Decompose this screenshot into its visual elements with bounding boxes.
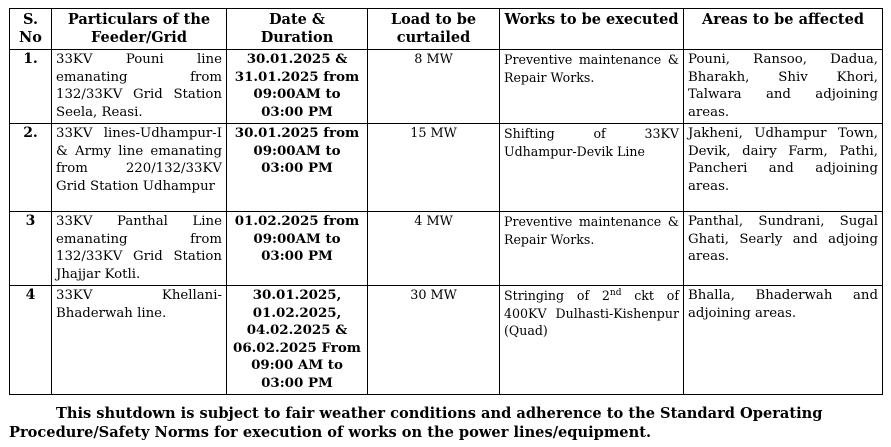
cell-feeder: 33KV Pouni line emanating from 132/33KV Grid Station Seela, Reasi. bbox=[52, 50, 227, 124]
cell-feeder: 33KV Panthal Line emanating from 132/33KV Grid Station Jhajjar Kotli. bbox=[52, 212, 227, 286]
works-text-post: ckt of 400KV Dulhasti-Kishenpur (Quad) bbox=[504, 288, 679, 338]
works-superscript: nd bbox=[609, 288, 622, 298]
cell-sno: 1. bbox=[10, 50, 52, 124]
shutdown-note: This shutdown is subject to fair weather conditions and adherence to the Standard Operating Procedure/Safety Norms for execution of works on the power lines/equipment. bbox=[9, 405, 823, 441]
header-areas: Areas to be affected bbox=[684, 9, 883, 50]
cell-works bbox=[500, 286, 684, 395]
date-line: 01.02.2025 from bbox=[234, 213, 360, 229]
date-line: 09:00AM to bbox=[253, 86, 341, 102]
cell-works: Preventive maintenance & Repair Works. bbox=[500, 212, 684, 286]
date-line: 03:00 PM bbox=[261, 160, 333, 176]
cell-works: Shifting of 33KV Udhampur-Devik Line bbox=[500, 124, 684, 212]
table-row bbox=[10, 50, 883, 124]
date-line: 04.02.2025 & bbox=[246, 322, 348, 338]
cell-sno: 3 bbox=[10, 212, 52, 286]
cell-areas: Bhalla, Bhaderwah and adjoining areas. bbox=[684, 286, 883, 395]
date-line: 30.01.2025, bbox=[252, 287, 342, 303]
shutdown-schedule-table bbox=[9, 8, 883, 395]
header-sno: S. No bbox=[10, 9, 52, 50]
table-row bbox=[10, 124, 883, 212]
date-line: 06.02.2025 From bbox=[233, 339, 361, 356]
header-works: Works to be executed bbox=[500, 9, 684, 50]
cell-date bbox=[227, 50, 368, 124]
date-line: 09:00AM to bbox=[253, 230, 341, 247]
cell-works: Preventive maintenance & Repair Works. bbox=[500, 50, 684, 124]
cell-areas: Jakheni, Udhampur Town, Devik, dairy Farm, Pathi, Pancheri and adjoining areas. bbox=[684, 124, 883, 212]
table-row bbox=[10, 286, 883, 395]
date-line: 30.01.2025 & bbox=[246, 51, 348, 67]
cell-feeder: 33KV Khellani-Bhaderwah line. bbox=[52, 286, 227, 395]
cell-load: 15 MW bbox=[368, 124, 500, 212]
works-text-pre: Stringing of 2 bbox=[504, 288, 610, 303]
cell-areas: Pouni, Ransoo, Dadua, Bharakh, Shiv Khori, Talwara and adjoining areas. bbox=[684, 50, 883, 124]
header-date: Date & Duration bbox=[227, 9, 368, 50]
cell-feeder: 33KV lines-Udhampur-I & Army line emanating from 220/132/33KV Grid Station Udhampur bbox=[52, 124, 227, 212]
date-line: 03:00 PM bbox=[261, 103, 333, 120]
date-line: 30.01.2025 from bbox=[234, 125, 360, 141]
table-row bbox=[10, 212, 883, 286]
date-line: 09:00 AM to bbox=[251, 357, 343, 373]
cell-date bbox=[227, 124, 368, 212]
cell-load: 8 MW bbox=[368, 50, 500, 124]
cell-load: 4 MW bbox=[368, 212, 500, 286]
table-header-row bbox=[10, 9, 883, 50]
date-line: 31.01.2025 from bbox=[234, 68, 360, 85]
header-load: Load to be curtailed bbox=[368, 9, 500, 50]
header-feeder: Particulars of the Feeder/Grid bbox=[52, 9, 227, 50]
date-line: 09:00AM to bbox=[253, 142, 341, 159]
cell-sno: 4 bbox=[10, 286, 52, 395]
cell-date bbox=[227, 286, 368, 395]
date-line: 01.02.2025, bbox=[252, 304, 342, 321]
cell-areas: Panthal, Sundrani, Sugal Ghati, Searly and adjoing areas. bbox=[684, 212, 883, 286]
cell-date bbox=[227, 212, 368, 286]
cell-load: 30 MW bbox=[368, 286, 500, 395]
date-line: 03:00 PM bbox=[261, 248, 333, 264]
date-line: 03:00 PM bbox=[261, 374, 333, 391]
cell-sno: 2. bbox=[10, 124, 52, 212]
